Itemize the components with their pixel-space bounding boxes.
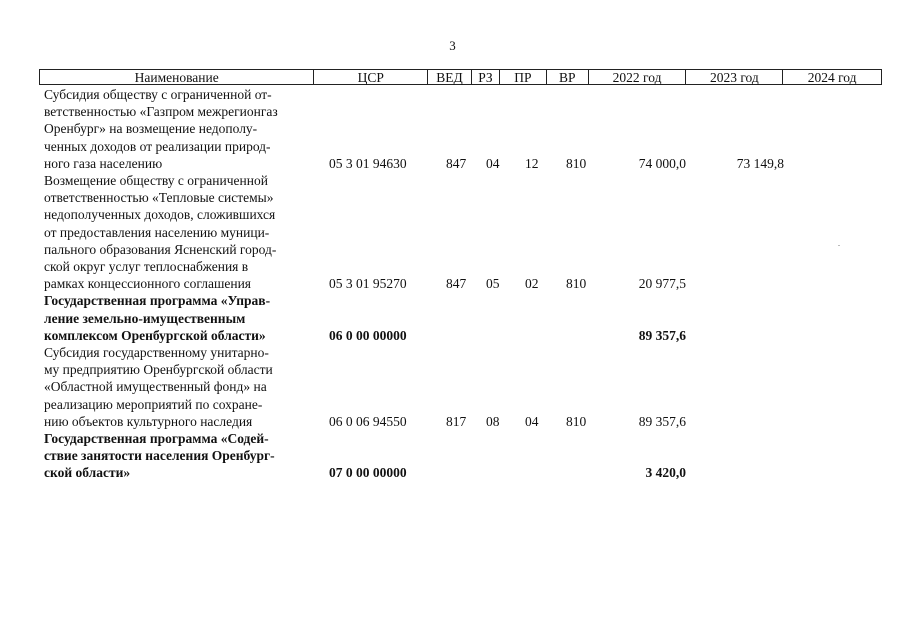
header-rz: РЗ xyxy=(472,70,500,84)
table-body xyxy=(44,86,884,482)
row-pr: 04 xyxy=(525,413,539,429)
row-rz: 08 xyxy=(486,413,500,429)
row-2022: 89 357,6 xyxy=(638,327,686,343)
header-2023: 2023 год xyxy=(686,70,783,84)
row-vr: 810 xyxy=(566,276,587,292)
table-row xyxy=(44,344,884,430)
page-number: 3 xyxy=(449,38,456,53)
header-ved: ВЕД xyxy=(428,70,472,84)
scan-speck xyxy=(838,245,840,246)
table-row xyxy=(44,172,884,292)
header-2022: 2022 год xyxy=(589,70,687,84)
row-2022: 74 000,0 xyxy=(638,155,686,171)
row-csr: 06 0 06 94550 xyxy=(329,413,407,429)
row-csr: 06 0 00 00000 xyxy=(329,327,407,343)
row-name: Государственная программа «Управ- ление земельно-имущественным комплексом Оренбургской области» xyxy=(44,293,271,343)
table-row xyxy=(44,86,884,172)
row-name: Государственная программа «Содей- ствие занятости населения Оренбург- ской области» xyxy=(44,431,275,481)
header-name: Наименование xyxy=(40,70,314,84)
row-name: Субсидия государственному унитарно- му предприятию Оренбургской области «Областной имущественный фонд» на реализацию мероприятий по сохране- нию объектов культурного наследия xyxy=(44,345,273,429)
row-ved: 847 xyxy=(446,276,467,292)
row-2023: 73 149,8 xyxy=(736,155,784,171)
row-vr: 810 xyxy=(566,155,587,171)
row-name: Субсидия обществу с ограниченной от- ветственностью «Газпром межрегионгаз Оренбург» на возмещение недополу- ченных доходов от реализации природ- ного газа населению xyxy=(44,87,278,171)
row-csr: 07 0 00 00000 xyxy=(329,465,407,481)
row-rz: 04 xyxy=(486,155,500,171)
header-pr: ПР xyxy=(500,70,547,84)
table-row-program xyxy=(44,292,884,344)
header-2024: 2024 год xyxy=(807,70,857,85)
row-name: Возмещение обществу с ограниченной ответственностью «Тепловые системы» недополученных доходов, сложившихся от предоставления населению муници- пального образования Ясненский город- ской округ услуг теплоснабжения в рамках концессионного соглашения xyxy=(44,173,277,292)
row-pr: 02 xyxy=(525,276,539,292)
row-rz: 05 xyxy=(486,276,500,292)
table-row-program xyxy=(44,430,884,482)
header-vr: ВР xyxy=(547,70,589,84)
row-pr: 12 xyxy=(525,155,539,171)
table-header xyxy=(39,69,882,85)
row-csr: 05 3 01 94630 xyxy=(329,155,407,171)
header-csr: ЦСР xyxy=(314,70,428,84)
row-ved: 817 xyxy=(446,413,467,429)
row-vr: 810 xyxy=(566,413,587,429)
row-2022: 89 357,6 xyxy=(638,413,686,429)
row-2022: 20 977,5 xyxy=(638,276,686,292)
row-csr: 05 3 01 95270 xyxy=(329,276,407,292)
row-ved: 847 xyxy=(446,155,467,171)
row-2022: 3 420,0 xyxy=(645,465,686,481)
